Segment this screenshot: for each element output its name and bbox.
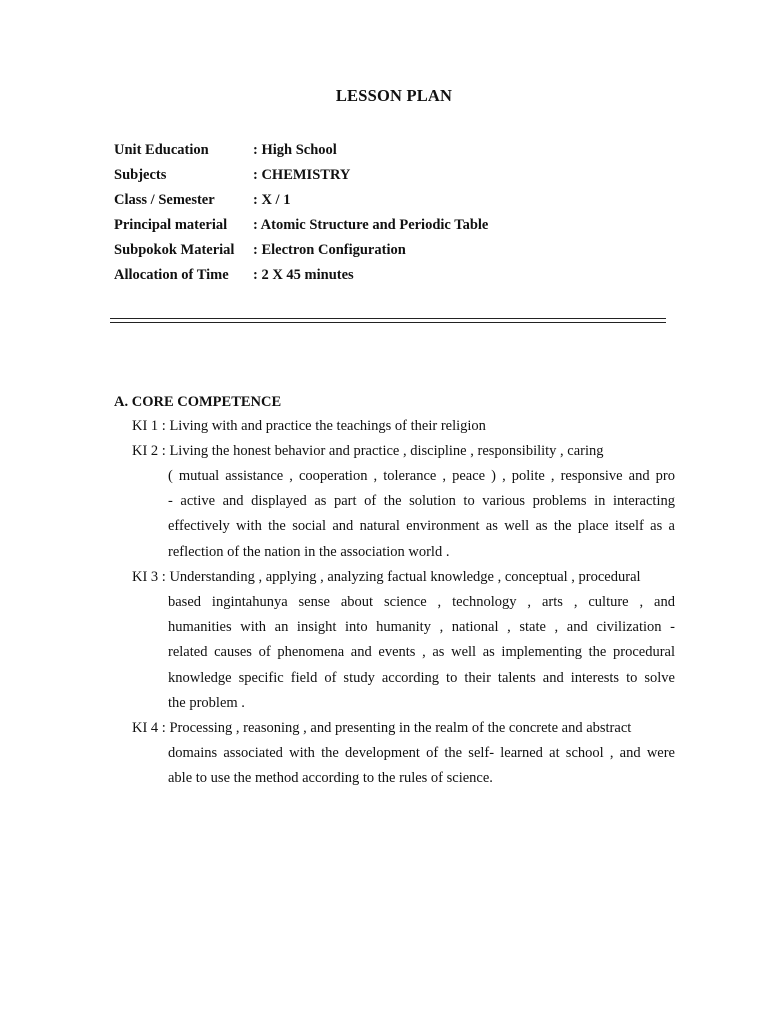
ki-1-first-line: KI 1 : Living with and practice the teachings of their religion xyxy=(132,418,486,434)
page-title: LESSON PLAN xyxy=(335,86,453,105)
paragraph-line: domains associated with the development of the self- learned at school , and were xyxy=(168,745,675,761)
info-table xyxy=(114,141,488,291)
paragraph-line: effectively with the social and natural environment as well as the place itself as a xyxy=(168,518,675,535)
info-value: : High School xyxy=(253,142,337,158)
info-value: : CHEMISTRY xyxy=(253,167,351,183)
info-value: : X / 1 xyxy=(253,192,291,208)
info-value: : 2 X 45 minutes xyxy=(253,267,354,283)
info-row-unit-education xyxy=(114,141,488,166)
info-label: Principal material xyxy=(114,217,228,233)
paragraph-line: - active and displayed as part of the solution to various problems in interacting xyxy=(168,493,675,510)
info-value: : Atomic Structure and Periodic Table xyxy=(253,217,489,233)
info-row-class-semester xyxy=(114,191,488,216)
paragraph-line: based ingintahunya sense about science , technology , arts , culture , and xyxy=(168,594,675,610)
paragraph-line: humanities with an insight into humanity , national , state , and civilization - xyxy=(168,619,675,636)
paragraph-line: ( mutual assistance , cooperation , tolerance , peace ) , polite , responsive and pro xyxy=(168,468,675,484)
info-value: : Electron Configuration xyxy=(253,242,406,258)
ki-3-first-line: KI 3 : Understanding , applying , analyzing factual knowledge , conceptual , procedural xyxy=(132,569,641,585)
info-row-subpokok-material xyxy=(114,241,488,266)
paragraph-line: reflection of the nation in the association world . xyxy=(168,543,450,560)
paragraph-line: able to use the method according to the rules of science. xyxy=(168,770,493,787)
ki-2-first-line: KI 2 : Living the honest behavior and practice , discipline , responsibility , caring xyxy=(132,443,604,459)
info-row-subjects xyxy=(114,166,488,191)
ki-3-continuation xyxy=(168,590,675,716)
info-label: Subjects xyxy=(114,167,167,183)
info-label: Class / Semester xyxy=(114,192,215,208)
ki-4-first-line: KI 4 : Processing , reasoning , and presenting in the realm of the concrete and abstract xyxy=(132,720,632,736)
info-label: Unit Education xyxy=(114,142,209,158)
ki-2-continuation xyxy=(168,464,675,565)
paragraph-line: knowledge specific field of study according to their talents and interests to solve xyxy=(168,669,675,686)
info-row-principal-material xyxy=(114,216,488,241)
paragraph-line: the problem . xyxy=(168,694,245,711)
section-heading-core-competence: A. CORE COMPETENCE xyxy=(114,394,282,410)
info-label: Allocation of Time xyxy=(114,267,229,283)
paragraph-line: related causes of phenomena and events , as well as implementing the procedural xyxy=(168,644,675,661)
info-row-allocation-of-time xyxy=(114,266,488,291)
divider-line xyxy=(110,318,666,319)
ki-4-continuation xyxy=(168,741,675,791)
divider-line xyxy=(110,322,666,323)
info-label: Subpokok Material xyxy=(114,242,235,258)
